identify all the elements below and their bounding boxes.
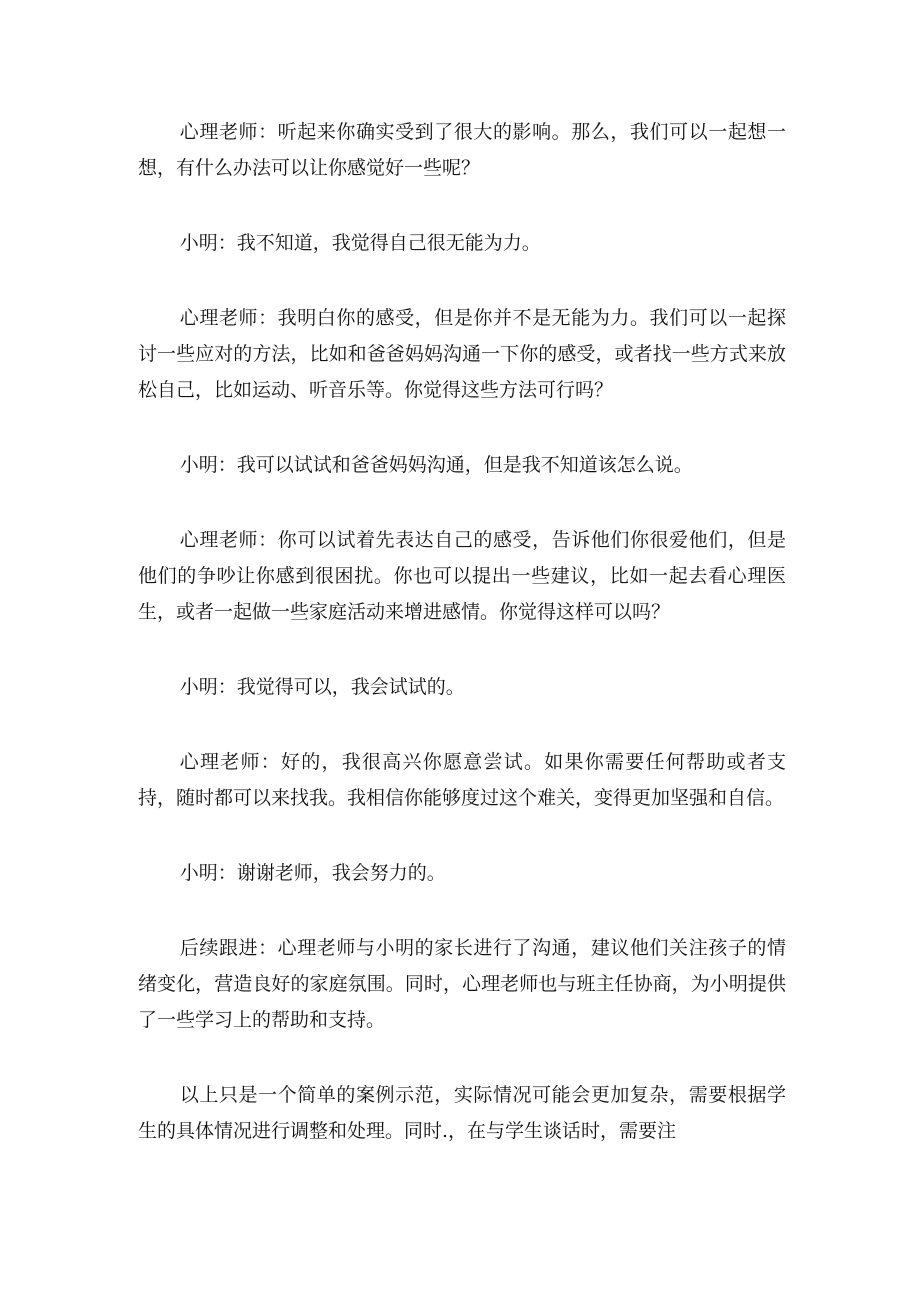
- paragraph-xiaoming-4: 小明：谢谢老师，我会努力的。: [179, 862, 446, 884]
- paragraph-summary: 以上只是一个简单的案例示范，实际情况可能会更加复杂，需要根据学生的具体情况进行调整和处理。同时.，在与学生谈话时，需要注: [138, 1084, 786, 1142]
- document-body: [138, 114, 786, 1188]
- paragraph-follow-up: 后续跟进：心理老师与小明的家长进行了沟通，建议他们关注孩子的情绪变化，营造良好的家庭氛围。同时，心理老师也与班主任协商，为小明提供了一些学习上的帮助和支持。: [138, 937, 786, 1031]
- paragraph-xiaoming-3: 小明：我觉得可以，我会试试的。: [179, 676, 465, 698]
- paragraph-teacher-2: 心理老师：我明白你的感受，但是你并不是无能为力。我们可以一起探讨一些应对的方法，比如和爸爸妈妈沟通一下你的感受，或者找一些方式来放松自己，比如运动、听音乐等。你觉得这些方法可行吗？: [138, 307, 786, 401]
- paragraph-xiaoming-2: 小明：我可以试试和爸爸妈妈沟通，但是我不知道该怎么说。: [179, 454, 693, 476]
- paragraph-teacher-1: 心理老师：听起来你确实受到了很大的影响。那么，我们可以一起想一想，有什么办法可以让你感觉好一些呢？: [138, 121, 786, 179]
- paragraph-xiaoming-1: 小明：我不知道，我觉得自己很无能为力。: [179, 232, 541, 254]
- paragraph-teacher-4: 心理老师：好的，我很高兴你愿意尝试。如果你需要任何帮助或者支持，随时都可以来找我。我相信你能够度过这个难关，变得更加坚强和自信。: [138, 751, 786, 809]
- paragraph-teacher-3: 心理老师：你可以试着先表达自己的感受，告诉他们你很爱他们，但是他们的争吵让你感到很困扰。你也可以提出一些建议，比如一起去看心理医生，或者一起做一些家庭活动来增进感情。你觉得这样可以吗？: [138, 529, 786, 623]
